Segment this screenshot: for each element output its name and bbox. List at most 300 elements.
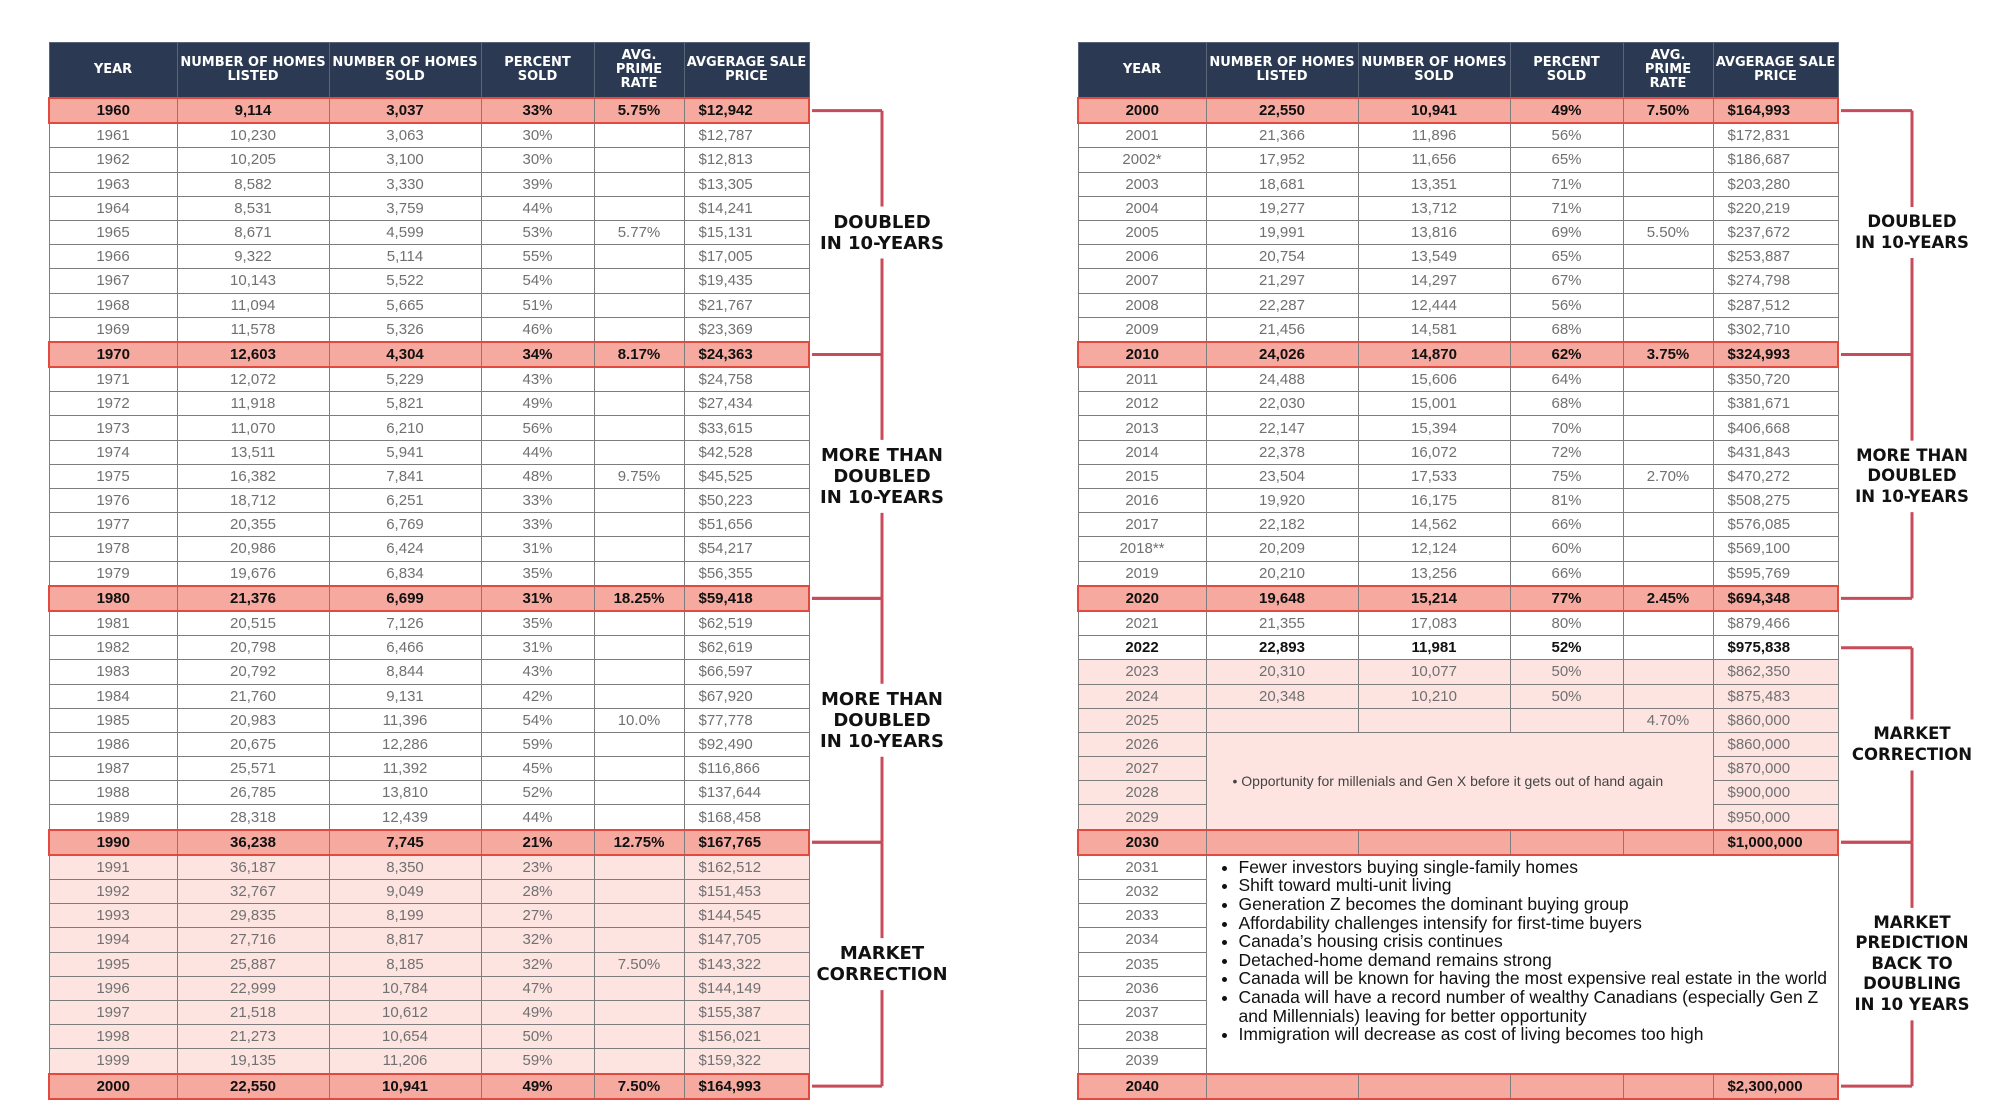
homes-listed-cell: 20,515 xyxy=(177,611,329,636)
bracket-label-line: DOUBLED xyxy=(833,709,931,731)
homes-sold-cell: 8,199 xyxy=(329,904,481,928)
year-cell: 2022 xyxy=(1078,636,1206,660)
sale-price-cell: $62,619 xyxy=(684,636,809,660)
bracket-label xyxy=(1842,212,1982,253)
homes-listed-cell: 19,920 xyxy=(1206,489,1358,513)
year-cell: 2034 xyxy=(1078,928,1206,952)
homes-listed-cell: 21,355 xyxy=(1206,611,1358,636)
year-cell: 2005 xyxy=(1078,220,1206,244)
sale-price-cell: $12,813 xyxy=(684,148,809,172)
sale-price-cell: $2,300,000 xyxy=(1713,1074,1838,1099)
bracket-label-line: MORE THAN xyxy=(1856,445,1968,465)
homes-listed-cell: 21,366 xyxy=(1206,123,1358,148)
prediction-item: • Canada will be known for having the most expensive real estate in the world xyxy=(1239,969,1832,988)
homes-listed-cell: 13,511 xyxy=(177,440,329,464)
homes-listed-cell: 22,999 xyxy=(177,976,329,1000)
year-cell: 1982 xyxy=(49,636,177,660)
year-cell: 2013 xyxy=(1078,416,1206,440)
homes-listed-cell: 20,983 xyxy=(177,708,329,732)
bracket-label-line: PREDICTION xyxy=(1855,933,1969,953)
year-cell: 2011 xyxy=(1078,367,1206,392)
sale-price-cell: $406,668 xyxy=(1713,416,1838,440)
bracket-label-line: IN 10-YEARS xyxy=(1855,232,1969,252)
year-cell: 1976 xyxy=(49,489,177,513)
homes-sold-cell: 6,699 xyxy=(329,586,481,611)
homes-sold-cell: 3,063 xyxy=(329,123,481,148)
percent-sold-cell: 64% xyxy=(1510,367,1623,392)
sale-price-cell: $875,483 xyxy=(1713,684,1838,708)
prime-rate-cell: 5.50% xyxy=(1623,220,1713,244)
sale-price-cell: $92,490 xyxy=(684,732,809,756)
homes-sold-cell: 12,286 xyxy=(329,732,481,756)
homes-sold-cell: 8,350 xyxy=(329,855,481,880)
homes-listed-cell: 36,187 xyxy=(177,855,329,880)
year-cell: 2038 xyxy=(1078,1025,1206,1049)
header-sale-price: AVGERAGE SALE PRICE xyxy=(1713,43,1838,99)
homes-listed-cell: 19,676 xyxy=(177,561,329,586)
percent-sold-cell: 65% xyxy=(1510,148,1623,172)
homes-listed-cell: 20,986 xyxy=(177,537,329,561)
year-cell: 2000 xyxy=(1078,98,1206,123)
percent-sold-cell: 72% xyxy=(1510,440,1623,464)
sale-price-cell: $116,866 xyxy=(684,757,809,781)
homes-listed-cell: 10,230 xyxy=(177,123,329,148)
percent-sold-cell: 44% xyxy=(481,805,594,830)
bracket-label-line: DOUBLED xyxy=(1867,212,1957,232)
homes-sold-cell: 7,126 xyxy=(329,611,481,636)
year-cell: 2035 xyxy=(1078,952,1206,976)
sale-price-cell: $17,005 xyxy=(684,245,809,269)
percent-sold-cell: 59% xyxy=(481,1049,594,1074)
year-cell: 1995 xyxy=(49,952,177,976)
homes-sold-cell: 14,870 xyxy=(1358,342,1510,367)
sale-price-cell: $54,217 xyxy=(684,537,809,561)
sale-price-cell: $694,348 xyxy=(1713,586,1838,611)
year-cell: 1969 xyxy=(49,317,177,342)
homes-listed-cell: 19,991 xyxy=(1206,220,1358,244)
homes-sold-cell: 5,114 xyxy=(329,245,481,269)
homes-sold-cell: 5,665 xyxy=(329,293,481,317)
homes-sold-cell: 3,100 xyxy=(329,148,481,172)
prime-rate-cell: 2.45% xyxy=(1623,586,1713,611)
year-cell: 2023 xyxy=(1078,660,1206,684)
homes-sold-cell: 6,834 xyxy=(329,561,481,586)
bracket-label-line: DOUBLED xyxy=(833,211,931,233)
year-cell: 2040 xyxy=(1078,1074,1206,1099)
homes-sold-cell: 6,210 xyxy=(329,416,481,440)
prediction-item: • Generation Z becomes the dominant buying group xyxy=(1239,895,1832,914)
sale-price-cell: $862,350 xyxy=(1713,660,1838,684)
homes-sold-cell: 5,522 xyxy=(329,269,481,293)
sale-price-cell: $21,767 xyxy=(684,293,809,317)
sale-price-cell: $431,843 xyxy=(1713,440,1838,464)
homes-listed-cell: 21,518 xyxy=(177,1000,329,1024)
sale-price-cell: $287,512 xyxy=(1713,293,1838,317)
percent-sold-cell: 80% xyxy=(1510,611,1623,636)
homes-sold-cell: 13,712 xyxy=(1358,196,1510,220)
homes-listed-cell: 32,767 xyxy=(177,880,329,904)
percent-sold-cell: 60% xyxy=(1510,537,1623,561)
homes-listed-cell: 20,754 xyxy=(1206,245,1358,269)
homes-listed-cell: 29,835 xyxy=(177,904,329,928)
percent-sold-cell: 31% xyxy=(481,586,594,611)
bracket-label xyxy=(1842,446,1982,508)
homes-sold-cell: 11,396 xyxy=(329,708,481,732)
year-cell: 2009 xyxy=(1078,317,1206,342)
homes-listed-cell: 26,785 xyxy=(177,781,329,805)
year-cell: 1994 xyxy=(49,928,177,952)
prediction-item: • Shift toward multi-unit living xyxy=(1239,876,1832,895)
sale-price-cell: $151,453 xyxy=(684,880,809,904)
percent-sold-cell: 44% xyxy=(481,196,594,220)
sale-price-cell: $42,528 xyxy=(684,440,809,464)
year-cell: 1990 xyxy=(49,830,177,855)
prime-rate-cell: 10.0% xyxy=(594,708,684,732)
percent-sold-cell: 66% xyxy=(1510,561,1623,586)
percent-sold-cell: 46% xyxy=(481,317,594,342)
homes-listed-cell: 11,094 xyxy=(177,293,329,317)
header-prime-rate: AVG. PRIME RATE xyxy=(1623,43,1713,99)
homes-sold-cell: 13,549 xyxy=(1358,245,1510,269)
year-cell: 1992 xyxy=(49,880,177,904)
homes-sold-cell: 10,654 xyxy=(329,1025,481,1049)
homes-sold-cell: 13,256 xyxy=(1358,561,1510,586)
prediction-item: • Fewer investors buying single-family homes xyxy=(1239,858,1832,877)
sale-price-cell: $860,000 xyxy=(1713,708,1838,732)
percent-sold-cell: 33% xyxy=(481,98,594,123)
year-cell: 1966 xyxy=(49,245,177,269)
year-cell: 1981 xyxy=(49,611,177,636)
year-cell: 1967 xyxy=(49,269,177,293)
year-cell: 2030 xyxy=(1078,830,1206,855)
bracket-label-line: MORE THAN xyxy=(821,688,943,710)
homes-listed-cell: 20,675 xyxy=(177,732,329,756)
sale-price-cell: $15,131 xyxy=(684,220,809,244)
homes-listed-cell: 20,209 xyxy=(1206,537,1358,561)
header-homes-listed: NUMBER OF HOMES LISTED xyxy=(1206,43,1358,99)
homes-listed-cell: 8,531 xyxy=(177,196,329,220)
year-cell: 2019 xyxy=(1078,561,1206,586)
sale-price-cell: $350,720 xyxy=(1713,367,1838,392)
homes-listed-cell: 18,681 xyxy=(1206,172,1358,196)
sale-price-cell: $56,355 xyxy=(684,561,809,586)
year-cell: 2012 xyxy=(1078,392,1206,416)
sale-price-cell: $237,672 xyxy=(1713,220,1838,244)
percent-sold-cell: 33% xyxy=(481,489,594,513)
sale-price-cell: $13,305 xyxy=(684,172,809,196)
homes-sold-cell: 5,229 xyxy=(329,367,481,392)
homes-listed-cell: 22,287 xyxy=(1206,293,1358,317)
homes-listed-cell: 22,030 xyxy=(1206,392,1358,416)
homes-sold-cell: 11,896 xyxy=(1358,123,1510,148)
sale-price-cell: $508,275 xyxy=(1713,489,1838,513)
prime-rate-cell: 12.75% xyxy=(594,830,684,855)
sale-price-cell: $59,418 xyxy=(684,586,809,611)
header-year: YEAR xyxy=(1078,43,1206,99)
year-cell: 1973 xyxy=(49,416,177,440)
percent-sold-cell: 49% xyxy=(481,1000,594,1024)
bracket-label xyxy=(812,212,952,254)
prime-rate-cell: 7.50% xyxy=(1623,98,1713,123)
year-cell: 2016 xyxy=(1078,489,1206,513)
homes-listed-cell: 21,273 xyxy=(177,1025,329,1049)
percent-sold-cell: 35% xyxy=(481,611,594,636)
homes-sold-cell: 15,394 xyxy=(1358,416,1510,440)
prediction-item: • Canada will have a record number of wealthy Canadians (especially Gen Z and Millennials) leaving for better opportunity xyxy=(1239,988,1832,1025)
homes-listed-cell: 22,893 xyxy=(1206,636,1358,660)
bracket-label xyxy=(1842,724,1982,765)
sale-price-cell: $164,993 xyxy=(1713,98,1838,123)
sale-price-cell: $975,838 xyxy=(1713,636,1838,660)
homes-sold-cell: 10,077 xyxy=(1358,660,1510,684)
homes-listed-cell: 11,918 xyxy=(177,392,329,416)
sale-price-cell: $162,512 xyxy=(684,855,809,880)
homes-sold-cell: 6,251 xyxy=(329,489,481,513)
prediction-item: • Affordability challenges intensify for first-time buyers xyxy=(1239,914,1832,933)
prediction-item: • Detached-home demand remains strong xyxy=(1239,951,1832,970)
year-cell: 1996 xyxy=(49,976,177,1000)
year-cell: 1988 xyxy=(49,781,177,805)
percent-sold-cell: 31% xyxy=(481,636,594,660)
homes-sold-cell: 4,599 xyxy=(329,220,481,244)
homes-sold-cell: 11,206 xyxy=(329,1049,481,1074)
percent-sold-cell: 49% xyxy=(481,392,594,416)
percent-sold-cell: 32% xyxy=(481,928,594,952)
homes-listed-cell: 21,760 xyxy=(177,684,329,708)
year-cell: 2021 xyxy=(1078,611,1206,636)
year-cell: 2006 xyxy=(1078,245,1206,269)
homes-sold-cell: 5,821 xyxy=(329,392,481,416)
homes-listed-cell: 8,671 xyxy=(177,220,329,244)
percent-sold-cell: 34% xyxy=(481,342,594,367)
sale-price-cell: $164,993 xyxy=(684,1074,809,1099)
bracket-label-line: DOUBLING xyxy=(1863,974,1961,994)
homes-sold-cell: 11,981 xyxy=(1358,636,1510,660)
year-cell: 2031 xyxy=(1078,855,1206,880)
percent-sold-cell: 32% xyxy=(481,952,594,976)
sale-price-cell: $569,100 xyxy=(1713,537,1838,561)
homes-listed-cell: 23,504 xyxy=(1206,464,1358,488)
bracket-label xyxy=(812,689,952,752)
header-homes-sold: NUMBER OF HOMES SOLD xyxy=(1358,43,1510,99)
homes-listed-cell: 18,712 xyxy=(177,489,329,513)
year-cell: 1997 xyxy=(49,1000,177,1024)
sale-price-cell: $51,656 xyxy=(684,513,809,537)
year-cell: 1983 xyxy=(49,660,177,684)
homes-sold-cell: 3,037 xyxy=(329,98,481,123)
percent-sold-cell: 69% xyxy=(1510,220,1623,244)
homes-sold-cell: 9,131 xyxy=(329,684,481,708)
percent-sold-cell: 39% xyxy=(481,172,594,196)
prime-rate-cell: 8.17% xyxy=(594,342,684,367)
homes-sold-cell: 6,466 xyxy=(329,636,481,660)
sale-price-cell: $77,778 xyxy=(684,708,809,732)
homes-listed-cell: 8,582 xyxy=(177,172,329,196)
year-cell: 1961 xyxy=(49,123,177,148)
homes-sold-cell: 10,784 xyxy=(329,976,481,1000)
percent-sold-cell: 44% xyxy=(481,440,594,464)
percent-sold-cell: 66% xyxy=(1510,513,1623,537)
homes-sold-cell: 7,841 xyxy=(329,464,481,488)
prediction-item: • Canada’s housing crisis continues xyxy=(1239,932,1832,951)
sale-price-cell: $860,000 xyxy=(1713,732,1838,756)
year-cell: 2017 xyxy=(1078,513,1206,537)
homes-listed-cell: 17,952 xyxy=(1206,148,1358,172)
homes-sold-cell: 15,214 xyxy=(1358,586,1510,611)
bracket-label-line: CORRECTION xyxy=(816,964,948,986)
homes-listed-cell: 22,378 xyxy=(1206,440,1358,464)
opportunity-note: • Opportunity for millenials and Gen X before it gets out of hand again xyxy=(1206,732,1713,829)
percent-sold-cell: 81% xyxy=(1510,489,1623,513)
percent-sold-cell: 75% xyxy=(1510,464,1623,488)
year-cell: 1972 xyxy=(49,392,177,416)
homes-listed-cell: 19,135 xyxy=(177,1049,329,1074)
percent-sold-cell: 23% xyxy=(481,855,594,880)
percent-sold-cell: 42% xyxy=(481,684,594,708)
bracket-label-line: BACK TO xyxy=(1871,953,1953,973)
year-cell: 1986 xyxy=(49,732,177,756)
homes-listed-cell: 19,648 xyxy=(1206,586,1358,611)
homes-listed-cell: 11,070 xyxy=(177,416,329,440)
year-cell: 1978 xyxy=(49,537,177,561)
prime-rate-cell: 3.75% xyxy=(1623,342,1713,367)
homes-sold-cell: 13,351 xyxy=(1358,172,1510,196)
percent-sold-cell: 47% xyxy=(481,976,594,1000)
homes-sold-cell: 11,656 xyxy=(1358,148,1510,172)
homes-sold-cell: 4,304 xyxy=(329,342,481,367)
sale-price-cell: $50,223 xyxy=(684,489,809,513)
homes-listed-cell: 22,147 xyxy=(1206,416,1358,440)
year-cell: 1991 xyxy=(49,855,177,880)
year-cell: 2000 xyxy=(49,1074,177,1099)
homes-sold-cell: 3,759 xyxy=(329,196,481,220)
homes-sold-cell: 8,844 xyxy=(329,660,481,684)
homes-listed-cell: 22,182 xyxy=(1206,513,1358,537)
prime-rate-cell: 2.70% xyxy=(1623,464,1713,488)
sale-price-cell: $14,241 xyxy=(684,196,809,220)
homes-sold-cell: 12,439 xyxy=(329,805,481,830)
percent-sold-cell: 68% xyxy=(1510,317,1623,342)
year-cell: 2028 xyxy=(1078,781,1206,805)
year-cell: 2026 xyxy=(1078,732,1206,756)
percent-sold-cell: 43% xyxy=(481,660,594,684)
sale-price-cell: $203,280 xyxy=(1713,172,1838,196)
percent-sold-cell: 55% xyxy=(481,245,594,269)
sale-price-cell: $595,769 xyxy=(1713,561,1838,586)
percent-sold-cell: 48% xyxy=(481,464,594,488)
percent-sold-cell: 43% xyxy=(481,367,594,392)
prime-rate-cell: 5.77% xyxy=(594,220,684,244)
homes-listed-cell: 20,798 xyxy=(177,636,329,660)
percent-sold-cell: 31% xyxy=(481,537,594,561)
sale-price-cell: $24,363 xyxy=(684,342,809,367)
homes-listed-cell: 20,348 xyxy=(1206,684,1358,708)
sale-price-cell: $67,920 xyxy=(684,684,809,708)
sale-price-cell: $172,831 xyxy=(1713,123,1838,148)
sale-price-cell: $143,322 xyxy=(684,952,809,976)
homes-listed-cell: 27,716 xyxy=(177,928,329,952)
percent-sold-cell: 28% xyxy=(481,880,594,904)
year-cell: 2020 xyxy=(1078,586,1206,611)
bracket-label xyxy=(812,445,952,508)
homes-sold-cell: 10,941 xyxy=(1358,98,1510,123)
percent-sold-cell: 33% xyxy=(481,513,594,537)
sale-price-cell: $950,000 xyxy=(1713,805,1838,830)
percent-sold-cell: 56% xyxy=(1510,293,1623,317)
bracket-label-line: DOUBLED xyxy=(833,465,931,487)
homes-listed-cell: 11,578 xyxy=(177,317,329,342)
bracket-label xyxy=(1842,913,1982,1016)
homes-sold-cell: 15,001 xyxy=(1358,392,1510,416)
year-cell: 2027 xyxy=(1078,757,1206,781)
header-year: YEAR xyxy=(49,43,177,99)
sale-price-cell: $62,519 xyxy=(684,611,809,636)
sale-price-cell: $900,000 xyxy=(1713,781,1838,805)
year-cell: 2010 xyxy=(1078,342,1206,367)
percent-sold-cell: 30% xyxy=(481,123,594,148)
sale-price-cell: $274,798 xyxy=(1713,269,1838,293)
header-homes-sold: NUMBER OF HOMES SOLD xyxy=(329,43,481,99)
sale-price-cell: $19,435 xyxy=(684,269,809,293)
prime-rate-cell: 4.70% xyxy=(1623,708,1713,732)
homes-listed-cell: 24,488 xyxy=(1206,367,1358,392)
homes-listed-cell: 9,322 xyxy=(177,245,329,269)
year-cell: 1962 xyxy=(49,148,177,172)
homes-sold-cell: 8,817 xyxy=(329,928,481,952)
homes-sold-cell: 14,562 xyxy=(1358,513,1510,537)
sale-price-cell: $33,615 xyxy=(684,416,809,440)
homes-sold-cell: 13,810 xyxy=(329,781,481,805)
sale-price-cell: $12,787 xyxy=(684,123,809,148)
homes-listed-cell: 20,792 xyxy=(177,660,329,684)
homes-listed-cell: 25,571 xyxy=(177,757,329,781)
homes-sold-cell: 16,175 xyxy=(1358,489,1510,513)
homes-listed-cell: 10,205 xyxy=(177,148,329,172)
bracket-label-line: IN 10-YEARS xyxy=(1855,486,1969,506)
percent-sold-cell: 50% xyxy=(1510,684,1623,708)
bracket-label-line: MARKET xyxy=(1873,912,1951,932)
homes-sold-cell: 8,185 xyxy=(329,952,481,976)
homes-listed-cell: 16,382 xyxy=(177,464,329,488)
sale-price-cell: $23,369 xyxy=(684,317,809,342)
year-cell: 1984 xyxy=(49,684,177,708)
bracket-label-line: IN 10-YEARS xyxy=(820,486,944,508)
prime-rate-cell: 9.75% xyxy=(594,464,684,488)
percent-sold-cell: 71% xyxy=(1510,172,1623,196)
year-cell: 1999 xyxy=(49,1049,177,1074)
bracket-label-line: MARKET xyxy=(839,943,925,965)
homes-sold-cell: 14,297 xyxy=(1358,269,1510,293)
homes-listed-cell: 12,072 xyxy=(177,367,329,392)
year-cell: 1980 xyxy=(49,586,177,611)
percent-sold-cell: 65% xyxy=(1510,245,1623,269)
homes-listed-cell: 36,238 xyxy=(177,830,329,855)
sale-price-cell: $302,710 xyxy=(1713,317,1838,342)
sale-price-cell: $12,942 xyxy=(684,98,809,123)
percent-sold-cell: 70% xyxy=(1510,416,1623,440)
bracket-label-line: MARKET xyxy=(1873,724,1951,744)
year-cell: 1975 xyxy=(49,464,177,488)
year-cell: 2008 xyxy=(1078,293,1206,317)
homes-sold-cell: 3,330 xyxy=(329,172,481,196)
percent-sold-cell: 54% xyxy=(481,708,594,732)
percent-sold-cell: 21% xyxy=(481,830,594,855)
homes-sold-cell: 7,745 xyxy=(329,830,481,855)
header-prime-rate: AVG. PRIME RATE xyxy=(594,43,684,99)
percent-sold-cell: 56% xyxy=(1510,123,1623,148)
homes-sold-cell: 12,124 xyxy=(1358,537,1510,561)
header-percent-sold: PERCENT SOLD xyxy=(481,43,594,99)
